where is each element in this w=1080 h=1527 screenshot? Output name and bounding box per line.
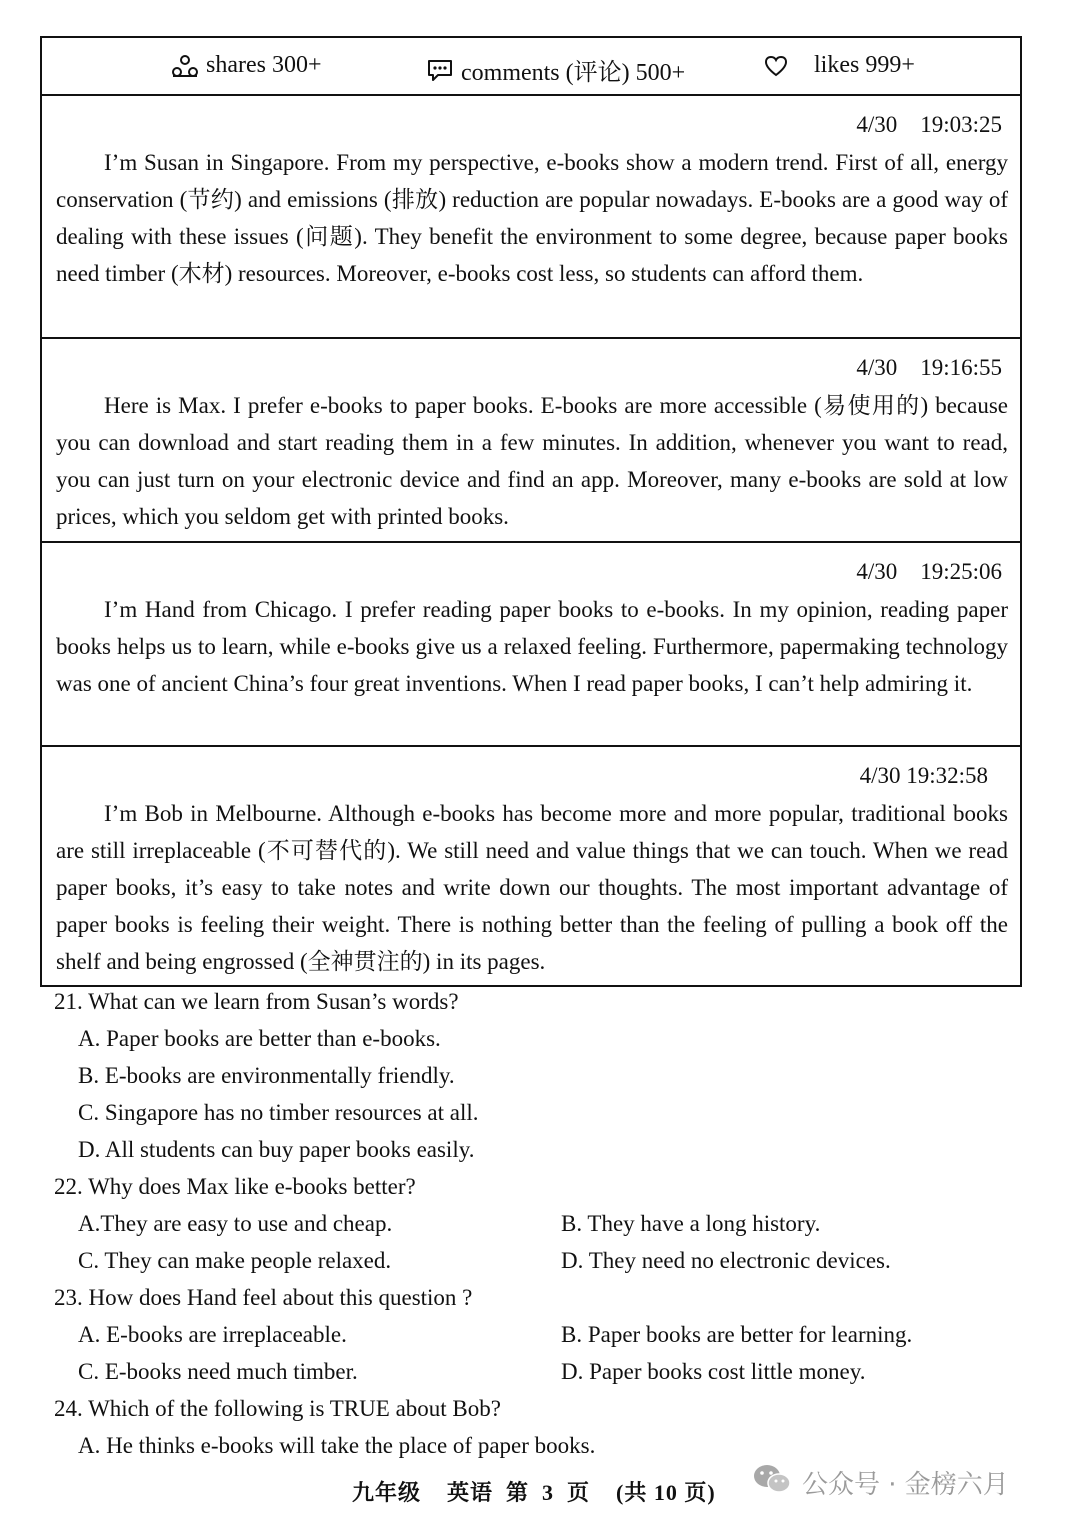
comment-timestamp: 4/30 19:03:25 — [856, 112, 1002, 137]
option-b[interactable]: B. E-books are environmentally friendly. — [78, 1063, 455, 1088]
comment-text: I’m Hand from Chicago. I prefer reading paper books to e-books. In my opinion, reading paper books helps us to learn, while e-books give us a relaxed feeling. Furthermore, papermaking technology was one of ancient China’s four great inventions. When I read paper books, I can’t help admiring it. — [56, 597, 1008, 696]
question-stem: 24. Which of the following is TRUE about Bob? — [54, 1396, 501, 1421]
watermark-text: 公众号 · 金榜六月 — [802, 1470, 1009, 1500]
question-22 — [54, 1168, 1034, 1279]
option-a[interactable]: A.They are easy to use and cheap. — [78, 1211, 393, 1236]
stats-bar — [42, 38, 1020, 96]
option-b[interactable]: B. They have a long history. — [561, 1211, 821, 1236]
shares-label: shares 300+ — [206, 52, 322, 78]
comment-max — [42, 339, 1020, 543]
option-c[interactable]: C. They can make people relaxed. — [78, 1248, 392, 1273]
question-21 — [54, 983, 1034, 1168]
question-stem: 23. How does Hand feel about this question ? — [54, 1285, 473, 1310]
option-d[interactable]: D. They need no electronic devices. — [561, 1248, 891, 1273]
comment-text: Here is Max. I prefer e-books to paper books. E-books are more accessible (易使用的) because you can download and start reading them in a few minutes. In addition, whenever you want to read, you can just turn on your electronic device and find an app. Moreover, many e-books are sold at low prices, which you seldom get with printed books. — [56, 393, 1008, 529]
comments-label: comments (评论) 500+ — [461, 60, 686, 86]
share-icon — [172, 54, 198, 78]
comment-icon — [427, 58, 453, 82]
comment-text: I’m Bob in Melbourne. Although e-books has become more and more popular, traditional books are still irreplaceable (不可替代的). We still need and value things that we can touch. When we read paper books, it’s easy to take notes and write down our thoughts. The most important advantage of paper books is feeling their weight. There is nothing better than the feeling of pulling a book off the shelf and being engrossed (全神贯注的) in its pages. — [56, 801, 1008, 974]
question-stem: 21. What can we learn from Susan’s words? — [54, 989, 459, 1014]
questions-section — [54, 983, 1034, 1464]
heart-icon — [764, 54, 794, 78]
likes-stat[interactable] — [764, 52, 915, 79]
question-24 — [54, 1390, 1034, 1464]
option-c[interactable]: C. E-books need much timber. — [78, 1359, 358, 1384]
comment-timestamp: 4/30 19:25:06 — [856, 559, 1002, 584]
option-b[interactable]: B. Paper books are better for learning. — [561, 1322, 913, 1347]
option-a[interactable]: A. Paper books are better than e-books. — [78, 1026, 441, 1051]
comment-timestamp: 4/30 19:32:58 — [859, 763, 988, 788]
comment-timestamp: 4/30 19:16:55 — [856, 355, 1002, 380]
option-c[interactable]: C. Singapore has no timber resources at all. — [78, 1100, 479, 1125]
comment-hand — [42, 543, 1020, 747]
comment-text: I’m Susan in Singapore. From my perspective, e-books show a modern trend. First of all, energy conservation (节约) and emissions (排放) reduction are popular nowadays. E-books are a good way of dealing with these issues (问题). They benefit the environment to some degree, because paper books need timber (木材) resources. Moreover, e-books cost less, so students can afford them. — [56, 150, 1008, 286]
shares-stat[interactable] — [172, 52, 322, 79]
page-footer: 九年级 英语 第 3 页 (共 10 页) — [352, 1480, 716, 1505]
post-box — [40, 36, 1022, 987]
option-a[interactable]: A. E-books are irreplaceable. — [78, 1322, 347, 1347]
comments-stat[interactable] — [427, 52, 685, 87]
comment-bob — [42, 747, 1020, 985]
option-d[interactable]: D. Paper books cost little money. — [561, 1359, 866, 1384]
watermark — [752, 1462, 1009, 1503]
likes-label: likes 999+ — [814, 52, 915, 78]
option-d[interactable]: D. All students can buy paper books easily. — [78, 1137, 475, 1162]
option-a[interactable]: A. He thinks e-books will take the place of paper books. — [78, 1433, 596, 1458]
comment-susan — [42, 96, 1020, 339]
question-23 — [54, 1279, 1034, 1390]
wechat-icon — [752, 1462, 792, 1503]
question-stem: 22. Why does Max like e-books better? — [54, 1174, 416, 1199]
